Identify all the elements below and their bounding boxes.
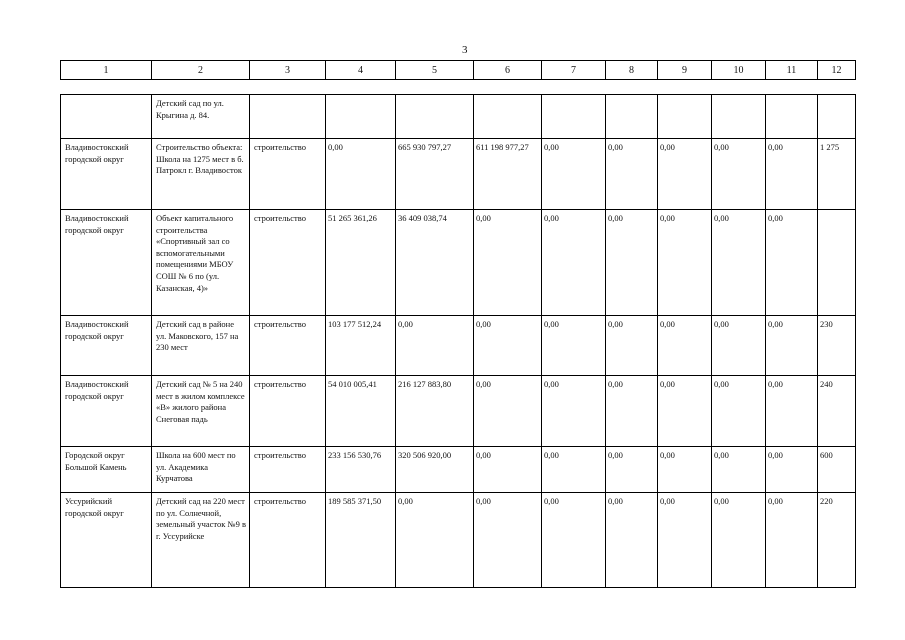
municipality-cell: Уссурийский городской округ xyxy=(61,493,152,588)
value-cell: 665 930 797,27 xyxy=(396,139,474,210)
value-cell xyxy=(658,95,712,139)
value-cell: 0,00 xyxy=(766,376,818,447)
work-type-cell: строительство xyxy=(250,493,326,588)
value-cell: 0,00 xyxy=(606,447,658,493)
column-number: 7 xyxy=(542,61,606,80)
value-cell: 320 506 920,00 xyxy=(396,447,474,493)
page-number: 3 xyxy=(462,44,468,56)
table-row xyxy=(61,493,856,588)
capacity-cell: 220 xyxy=(818,493,856,588)
municipality-cell: Владивостокский городской округ xyxy=(61,316,152,376)
value-cell: 0,00 xyxy=(474,493,542,588)
value-cell: 0,00 xyxy=(474,210,542,316)
capacity-cell xyxy=(818,210,856,316)
value-cell: 0,00 xyxy=(474,447,542,493)
value-cell: 0,00 xyxy=(542,210,606,316)
value-cell: 0,00 xyxy=(396,316,474,376)
object-cell: Детский сад № 5 на 240 мест в жилом комплексе «В» жилого района Снеговая падь xyxy=(152,376,250,447)
municipality-cell xyxy=(61,95,152,139)
value-cell: 233 156 530,76 xyxy=(326,447,396,493)
value-cell: 0,00 xyxy=(766,210,818,316)
value-cell: 0,00 xyxy=(712,376,766,447)
capacity-cell xyxy=(818,95,856,139)
value-cell xyxy=(396,95,474,139)
value-cell: 0,00 xyxy=(712,210,766,316)
value-cell: 0,00 xyxy=(474,316,542,376)
value-cell: 0,00 xyxy=(474,376,542,447)
header-row xyxy=(61,61,856,80)
table-row xyxy=(61,376,856,447)
work-type-cell xyxy=(250,95,326,139)
value-cell: 0,00 xyxy=(542,316,606,376)
value-cell: 0,00 xyxy=(606,493,658,588)
value-cell xyxy=(542,95,606,139)
municipality-cell: Владивостокский городской округ xyxy=(61,376,152,447)
column-number: 8 xyxy=(606,61,658,80)
value-cell: 0,00 xyxy=(396,493,474,588)
value-cell: 0,00 xyxy=(712,316,766,376)
value-cell: 0,00 xyxy=(326,139,396,210)
value-cell: 0,00 xyxy=(658,447,712,493)
column-number: 1 xyxy=(61,61,152,80)
value-cell: 189 585 371,50 xyxy=(326,493,396,588)
value-cell: 0,00 xyxy=(606,376,658,447)
value-cell: 0,00 xyxy=(658,493,712,588)
column-number: 2 xyxy=(152,61,250,80)
table-row xyxy=(61,95,856,139)
municipality-cell: Владивостокский городской округ xyxy=(61,210,152,316)
value-cell: 0,00 xyxy=(542,493,606,588)
value-cell: 0,00 xyxy=(766,139,818,210)
object-cell: Школа на 600 мест по ул. Академика Курчатова xyxy=(152,447,250,493)
column-number: 10 xyxy=(712,61,766,80)
object-cell: Детский сад на 220 мест по ул. Солнечной, земельный участок №9 в г. Уссурийске xyxy=(152,493,250,588)
capacity-cell: 600 xyxy=(818,447,856,493)
value-cell: 0,00 xyxy=(712,139,766,210)
value-cell: 0,00 xyxy=(606,316,658,376)
work-type-cell: строительство xyxy=(250,376,326,447)
value-cell: 0,00 xyxy=(542,376,606,447)
value-cell: 0,00 xyxy=(658,316,712,376)
work-type-cell: строительство xyxy=(250,316,326,376)
column-number: 5 xyxy=(396,61,474,80)
value-cell: 0,00 xyxy=(658,210,712,316)
table-row xyxy=(61,316,856,376)
value-cell xyxy=(766,95,818,139)
value-cell: 216 127 883,80 xyxy=(396,376,474,447)
capacity-cell: 230 xyxy=(818,316,856,376)
value-cell: 0,00 xyxy=(606,210,658,316)
value-cell: 103 177 512,24 xyxy=(326,316,396,376)
work-type-cell: строительство xyxy=(250,447,326,493)
table-row xyxy=(61,139,856,210)
table-row xyxy=(61,210,856,316)
value-cell: 611 198 977,27 xyxy=(474,139,542,210)
value-cell: 0,00 xyxy=(658,139,712,210)
value-cell: 0,00 xyxy=(712,447,766,493)
column-number: 4 xyxy=(326,61,396,80)
value-cell: 0,00 xyxy=(542,139,606,210)
column-number: 6 xyxy=(474,61,542,80)
value-cell: 36 409 038,74 xyxy=(396,210,474,316)
value-cell: 0,00 xyxy=(766,447,818,493)
object-cell: Детский сад по ул. Крыгина д. 84. xyxy=(152,95,250,139)
capacity-cell: 240 xyxy=(818,376,856,447)
value-cell: 0,00 xyxy=(766,316,818,376)
value-cell: 54 010 005,41 xyxy=(326,376,396,447)
value-cell xyxy=(474,95,542,139)
value-cell xyxy=(326,95,396,139)
municipality-cell: Владивостокский городской округ xyxy=(61,139,152,210)
column-number: 11 xyxy=(766,61,818,80)
value-cell: 0,00 xyxy=(766,493,818,588)
capacity-cell: 1 275 xyxy=(818,139,856,210)
municipality-cell: Городской округ Большой Камень xyxy=(61,447,152,493)
value-cell: 51 265 361,26 xyxy=(326,210,396,316)
value-cell xyxy=(712,95,766,139)
column-number: 12 xyxy=(818,61,856,80)
work-type-cell: строительство xyxy=(250,139,326,210)
table-row xyxy=(61,447,856,493)
value-cell: 0,00 xyxy=(712,493,766,588)
value-cell: 0,00 xyxy=(606,139,658,210)
object-cell: Объект капитального строительства «Спортивный зал со вспомогательными помещениями МБОУ СОШ № 6 по (ул. Казанская, 4)» xyxy=(152,210,250,316)
value-cell: 0,00 xyxy=(542,447,606,493)
work-type-cell: строительство xyxy=(250,210,326,316)
value-cell: 0,00 xyxy=(658,376,712,447)
object-cell: Строительство объекта: Школа на 1275 мест в б. Патрокл г. Владивосток xyxy=(152,139,250,210)
column-number-header xyxy=(60,60,856,80)
column-number: 9 xyxy=(658,61,712,80)
data-table xyxy=(60,94,856,588)
value-cell xyxy=(606,95,658,139)
column-number: 3 xyxy=(250,61,326,80)
object-cell: Детский сад в районе ул. Маковского, 157 на 230 мест xyxy=(152,316,250,376)
